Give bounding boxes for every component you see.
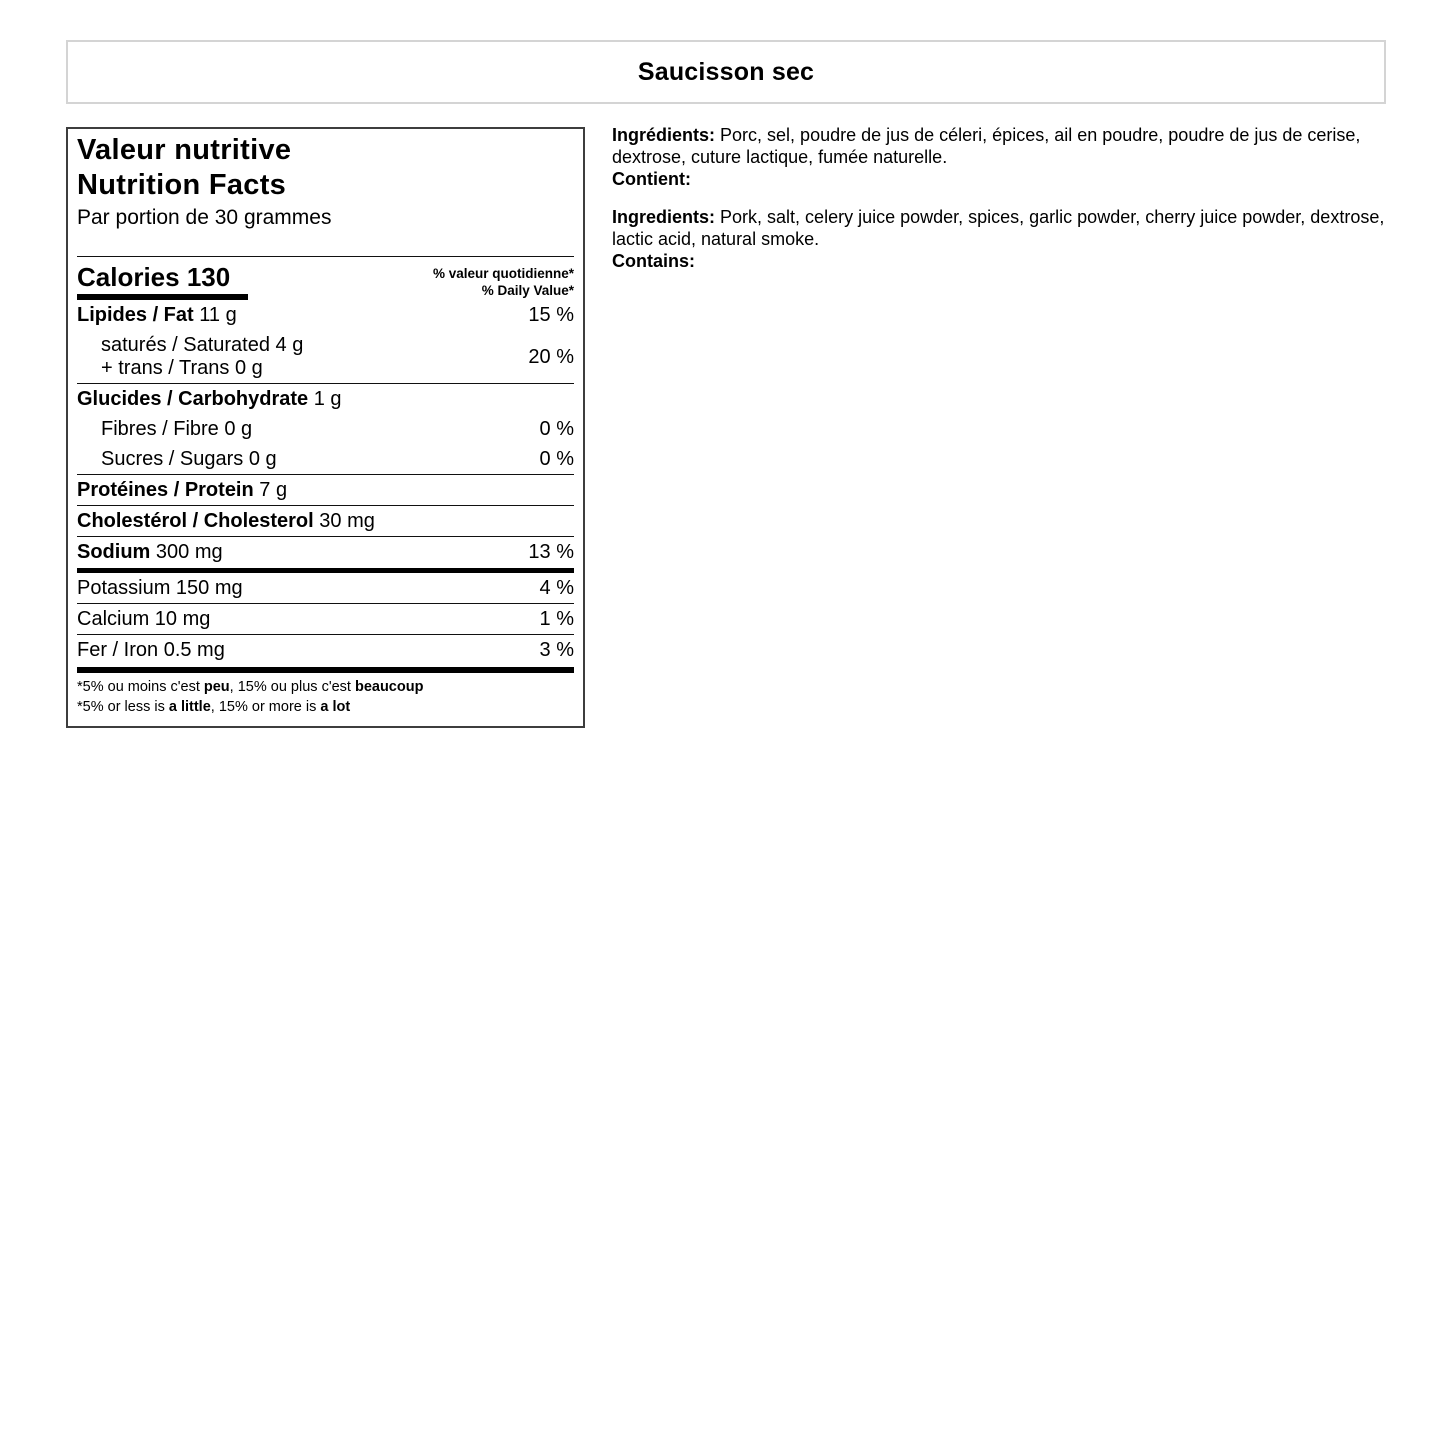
ingredients-en-text: Pork, salt, celery juice powder, spices, garlic powder, cherry juice powder, dextrose, lactic acid, natural smoke.: [612, 207, 1385, 249]
label-title-fr: Valeur nutritive: [77, 134, 292, 166]
contains-fr: Contient:: [612, 169, 691, 189]
saturated-dv: 20 %: [528, 345, 574, 368]
nutrient-row-fibre: [77, 414, 574, 444]
footnote-en-bold1: a little: [168, 698, 211, 715]
calories-section: [77, 256, 574, 300]
footnote-en-bold2: a lot: [320, 698, 351, 715]
nutrient-row-carbohydrate: [77, 383, 574, 414]
saturated-line1: saturés / Saturated 4 g: [101, 334, 304, 356]
protein-amount: 7 g: [259, 479, 288, 501]
nutrient-row-cholesterol: [77, 505, 574, 536]
fat-dv: 15 %: [528, 304, 574, 326]
fat-label: Lipides / Fat: [77, 304, 194, 326]
cholesterol-label: Cholestérol / Cholesterol: [77, 510, 314, 532]
protein-label: Protéines / Protein: [77, 479, 254, 501]
footnote-en: [77, 698, 574, 718]
ingredients-en: [612, 206, 1392, 250]
daily-value-header-en: % Daily Value*: [481, 283, 574, 298]
iron-name: Fer / Iron 0.5 mg: [77, 639, 225, 661]
footnote-en-part1: *5% or less is: [77, 698, 169, 715]
nutrient-row-calcium: [77, 603, 574, 634]
fat-amount: 11 g: [199, 304, 237, 326]
nutrient-row-protein: [77, 474, 574, 505]
nutrient-row-potassium: [77, 573, 574, 603]
calcium-name: Calcium 10 mg: [77, 608, 211, 630]
footnote-fr-bold2: beaucoup: [354, 679, 424, 695]
carbohydrate-label: Glucides / Carbohydrate: [77, 388, 309, 410]
sugars-name: Sucres / Sugars 0 g: [101, 448, 277, 470]
carbohydrate-amount: 1 g: [313, 388, 342, 410]
product-title-bar: [66, 40, 1386, 104]
nutrient-name-cholesterol: [77, 510, 375, 533]
footnote-fr-part1: *5% ou moins c'est: [77, 679, 204, 695]
sodium-amount: 300 mg: [155, 541, 223, 563]
calories-value: Calories 130: [77, 263, 248, 300]
nutrient-name-sodium: [77, 541, 223, 564]
sugars-dv: 0 %: [539, 448, 574, 470]
saturated-name: [77, 334, 303, 380]
potassium-dv: 4 %: [539, 577, 574, 599]
ingredients-fr: [612, 124, 1392, 168]
nutrition-facts-label: [66, 127, 585, 728]
nutrient-row-iron: [77, 634, 574, 665]
iron-dv: 3 %: [539, 639, 574, 661]
nutrient-row-fat: [77, 300, 574, 330]
daily-value-header: [433, 263, 574, 299]
nutrient-row-saturated: [77, 330, 574, 383]
footnote-fr-part2: , 15% ou plus c'est: [229, 679, 355, 695]
calcium-dv: 1 %: [539, 608, 574, 630]
footnote-fr-bold1: peu: [203, 679, 230, 695]
ingredients-fr-label: Ingrédients:: [612, 125, 716, 145]
product-title: Saucisson sec: [637, 57, 815, 86]
label-title-en: Nutrition Facts: [77, 169, 287, 201]
footnote-fr: [77, 678, 574, 698]
serving-size: Par portion de 30 grammes: [77, 206, 332, 229]
nutrient-row-sodium: [77, 536, 574, 567]
fibre-dv: 0 %: [539, 418, 574, 440]
ingredients-en-label: Ingredients:: [612, 207, 716, 227]
daily-value-footnote: [77, 673, 574, 719]
nutrient-name-fat: [77, 304, 237, 327]
saturated-line2: + trans / Trans 0 g: [101, 357, 263, 379]
cholesterol-amount: 30 mg: [319, 510, 375, 532]
footnote-en-part2: , 15% or more is: [210, 698, 321, 715]
fibre-name: Fibres / Fibre 0 g: [101, 418, 253, 440]
ingredients-fr-text: Porc, sel, poudre de jus de céleri, épices, ail en poudre, poudre de jus de cerise, dextrose, cuture lactique, fumée naturelle.: [612, 125, 1361, 167]
potassium-name: Potassium 150 mg: [77, 577, 243, 599]
nutrient-name-carbohydrate: [77, 388, 342, 411]
nutrient-row-sugars: [77, 444, 574, 474]
ingredients-section: [612, 124, 1392, 272]
contains-en: Contains:: [612, 251, 695, 271]
sodium-label: Sodium: [77, 541, 151, 563]
daily-value-header-fr: % valeur quotidienne*: [432, 266, 574, 281]
sodium-dv: 13 %: [528, 541, 574, 563]
nutrient-name-protein: [77, 479, 287, 502]
